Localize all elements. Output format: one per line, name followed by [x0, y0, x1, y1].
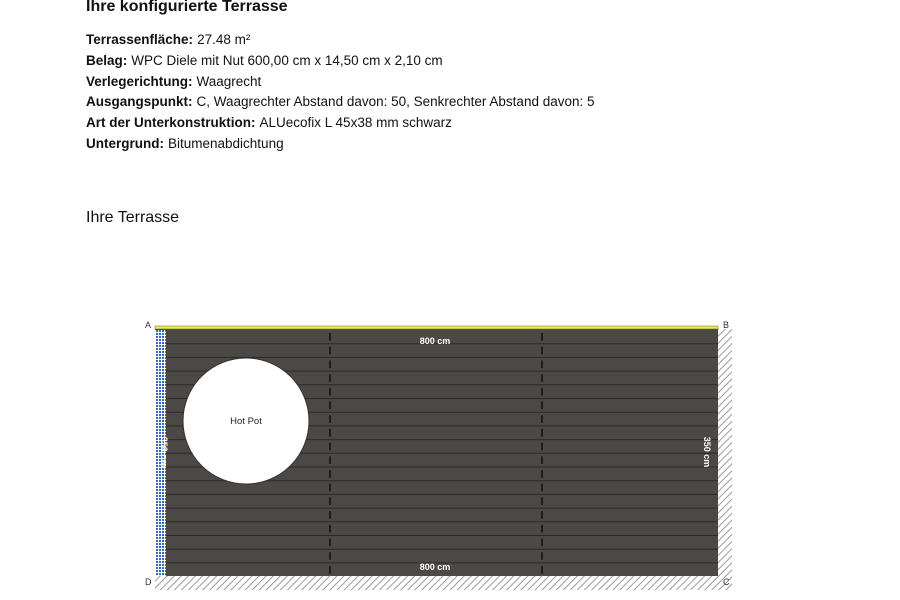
spec-label: Verlegerichtung: — [86, 73, 193, 89]
corner-c-label: C — [723, 577, 730, 587]
hatch-right — [718, 329, 732, 590]
dim-top-label: 800 cm — [419, 336, 451, 346]
corner-b-label: B — [723, 320, 730, 330]
spec-value: WPC Diele mit Nut 600,00 cm x 14,50 cm x 2,10 cm — [131, 52, 443, 68]
corner-a-label: A — [145, 320, 152, 330]
dim-bottom-label: 800 cm — [419, 562, 451, 572]
hot-pot-label: Hot Pot — [230, 416, 262, 427]
config-title: Ihre konfigurierte Terrasse — [86, 0, 288, 15]
spec-label: Art der Unterkonstruktion: — [86, 115, 256, 131]
dim-left-label: 350 cm — [159, 436, 169, 468]
corner-d-label: D — [145, 577, 152, 587]
hatch-bottom — [155, 576, 718, 590]
section-title: Ihre Terrasse — [86, 209, 180, 226]
spec-value: C, Waagrechter Abstand davon: 50, Senkrechter Abstand davon: 5 — [196, 94, 595, 110]
spec-label: Terrassenfläche: — [86, 32, 194, 47]
spec-label: Untergrund: — [86, 135, 164, 151]
wall-edge-top — [155, 326, 718, 329]
spec-value: ALUecofix L 45x38 mm schwarz — [259, 115, 452, 131]
spec-value: Bitumenabdichtung — [168, 135, 284, 151]
spec-label: Belag: — [86, 52, 128, 68]
dim-right-label: 350 cm — [702, 436, 712, 468]
spec-value: 27.48 m² — [197, 32, 251, 47]
spec-label: Ausgangspunkt: — [86, 94, 193, 110]
spec-value: Waagrecht — [196, 73, 262, 89]
hot-pot — [183, 358, 309, 484]
